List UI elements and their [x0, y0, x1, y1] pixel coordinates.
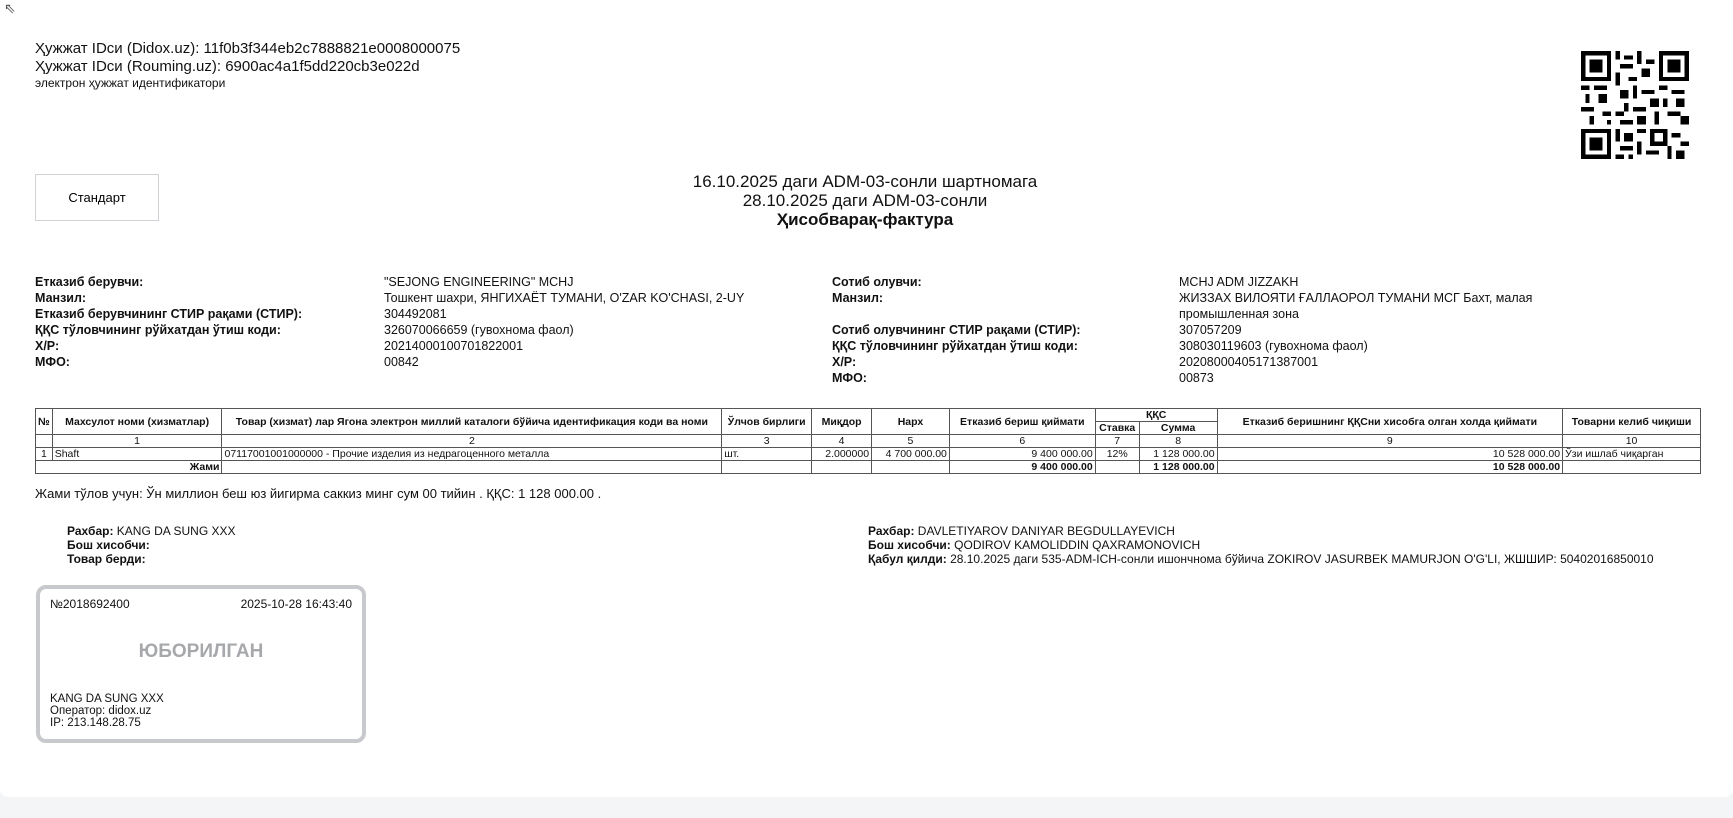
total-vat-sum: 1 128 000.00 — [1139, 461, 1217, 474]
col-price-header: Нарх — [872, 409, 950, 435]
col-number-cell: 10 — [1563, 435, 1701, 448]
col-number-cell: 7 — [1095, 435, 1139, 448]
supplier-vat: 326070066659 (гувохнома фаол) — [384, 323, 574, 337]
col-number-cell: 5 — [872, 435, 950, 448]
supplier-account: 20214000100701822001 — [384, 339, 524, 353]
buyer-accountant-label: Бош хисобчи: — [868, 538, 951, 552]
buyer-mfo-label: МФО: — [832, 371, 867, 385]
supplier-inn-label: Етказиб берувчининг СТИР рақами (СТИР): — [35, 307, 303, 321]
row-vat-rate: 12% — [1095, 448, 1139, 461]
supplier-vat-label: ҚҚС тўловчининг рўйхатдан ўтиш коди: — [35, 323, 281, 337]
stamp-datetime: 2025-10-28 16:43:40 — [240, 597, 352, 611]
mouse-cursor-icon: ⇖ — [4, 0, 16, 16]
buyer-inn-label: Сотиб олувчининг СТИР рақами (СТИР): — [832, 323, 1081, 337]
table-row — [36, 448, 1701, 461]
supplier-address-label: Манзил: — [35, 291, 87, 305]
total-empty-cell — [1095, 461, 1139, 474]
buyer-head: DAVLETIYAROV DANIYAR BEGDULLAYEVICH — [917, 524, 1175, 538]
items-table — [35, 408, 1701, 474]
row-supply-cost: 9 400 000.00 — [949, 448, 1095, 461]
supplier-account-label: Х/Р: — [35, 339, 60, 353]
col-catalog-header: Товар (хизмат) лар Ягона электрон миллий каталоги бўйича идентификация коди ва номи — [222, 409, 722, 435]
row-qty: 2.000000 — [812, 448, 872, 461]
total-empty-cell — [722, 461, 812, 474]
buyer-address: ЖИЗЗАХ ВИЛОЯТИ ҒАЛЛАОРОЛ ТУМАНИ МСГ Бахт, малая промышленная зона — [1179, 291, 1533, 321]
row-vat-sum: 1 128 000.00 — [1139, 448, 1217, 461]
row-unit: шт. — [722, 448, 812, 461]
standard-button[interactable]: Стандарт — [35, 174, 159, 221]
col-unit-header: Ўлчов бирлиги — [722, 409, 812, 435]
col-num-header: № — [36, 409, 53, 435]
col-vat-rate-header: Ставка — [1095, 422, 1139, 435]
supplier-mfo: 00842 — [384, 355, 419, 369]
total-empty-cell — [872, 461, 950, 474]
supplier-label: Етказиб берувчи: — [35, 275, 144, 289]
total-empty-cell — [812, 461, 872, 474]
buyer-head-label: Рахбар: — [868, 524, 915, 538]
buyer-mfo: 00873 — [1179, 371, 1214, 385]
document-ids — [35, 40, 460, 91]
supplier-signatures — [67, 524, 236, 566]
col-origin-header: Товарни келиб чиқиши — [1563, 409, 1701, 435]
buyer-name: MCHJ ADM JIZZAKH — [1179, 275, 1299, 289]
payment-summary: Жами тўлов учун: Ўн миллион беш юз йигирма саккиз минг сум 00 тийин . ҚҚС: 1 128 000.00 . — [35, 486, 602, 501]
col-vat-header: ҚҚС — [1095, 409, 1217, 422]
col-name-header: Махсулот номи (хизматлар) — [52, 409, 222, 435]
row-total-with-vat: 10 528 000.00 — [1217, 448, 1563, 461]
col-number-cell — [36, 435, 53, 448]
buyer-vat: 308030119603 (гувохнома фаол) — [1179, 339, 1368, 353]
title-contract-line: 16.10.2025 даги ADM-03-сонли шартномага — [692, 172, 1038, 191]
didox-id: Ҳужжат IDси (Didox.uz): 11f0b3f344eb2c7888821e0008000075 — [35, 40, 461, 57]
buyer-address-label: Манзил: — [832, 291, 884, 305]
col-supply-cost-header: Етказиб бериш қиймати — [949, 409, 1095, 435]
stamp-status: ЮБОРИЛГАН — [138, 641, 264, 662]
supplier-accountant-label: Бош хисобчи: — [67, 538, 150, 552]
document-title — [580, 172, 1150, 229]
total-row — [36, 461, 1701, 474]
released-by-label: Товар берди: — [67, 552, 146, 566]
buyer-accountant: QODIROV KAMOLIDDIN QAXRAMONOVICH — [954, 538, 1201, 552]
col-qty-header: Миқдор — [812, 409, 872, 435]
rouming-id: Ҳужжат IDси (Rouming.uz): 6900ac4a1f5dd220cb3e022d — [35, 58, 420, 75]
col-vat-sum-header: Сумма — [1139, 422, 1217, 435]
buyer-label: Сотиб олувчи: — [832, 275, 922, 289]
supplier-address: Тошкент шахри, ЯНГИХАЁТ ТУМАНИ, O'ZAR KO'CHASI, 2-UY — [384, 291, 745, 305]
stamp-operator: Оператор: didox.uz — [50, 705, 152, 717]
table-header-row — [36, 409, 1701, 422]
stamp-ip: IP: 213.148.28.75 — [50, 717, 141, 729]
col-number-cell: 3 — [722, 435, 812, 448]
title-invoice-number-line: 28.10.2025 даги ADM-03-сонли — [742, 191, 988, 210]
col-number-cell: 9 — [1217, 435, 1563, 448]
buyer-details — [832, 274, 1592, 386]
col-number-cell: 4 — [812, 435, 872, 448]
stamp-signer: KANG DA SUNG XXX — [50, 693, 164, 705]
row-price: 4 700 000.00 — [872, 448, 950, 461]
supplier-head-label: Рахбар: — [67, 524, 114, 538]
supplier-mfo-label: МФО: — [35, 355, 70, 369]
supplier-head: KANG DA SUNG XXX — [116, 524, 236, 538]
qr-code-icon — [1581, 50, 1689, 160]
row-catalog: 07117001001000000 - Прочие изделия из недрагоценного металла — [222, 448, 722, 461]
buyer-account: 20208000405171387001 — [1179, 355, 1319, 369]
row-num: 1 — [36, 448, 53, 461]
column-number-row — [36, 435, 1701, 448]
buyer-inn: 307057209 — [1179, 323, 1242, 337]
received-by-label: Қабул қилди: — [868, 552, 947, 566]
id-caption: электрон ҳужжат идентификатори — [35, 76, 226, 90]
supplier-inn: 304492081 — [384, 307, 447, 321]
received-by: 28.10.2025 даги 535-ADM-ICH-сонли ишончнома бўйича ZOKIROV JASURBEK MAMURJON O'G'LI, ЖШШИР: 50402016850010 — [950, 552, 1654, 566]
buyer-vat-label: ҚҚС тўловчининг рўйхатдан ўтиш коди: — [832, 339, 1078, 353]
row-origin: Ўзи ишлаб чиқарган — [1563, 448, 1701, 461]
seller-details — [35, 274, 795, 370]
stamp-number: №2018692400 — [50, 597, 130, 611]
row-name: Shaft — [52, 448, 222, 461]
total-label: Жами — [36, 461, 222, 474]
total-empty-cell — [1563, 461, 1701, 474]
col-number-cell: 8 — [1139, 435, 1217, 448]
buyer-account-label: Х/Р: — [832, 355, 857, 369]
col-total-with-vat-header: Етказиб беришнинг ҚҚСни хисобга олган холда қиймати — [1217, 409, 1563, 435]
sent-stamp — [36, 585, 366, 743]
col-number-cell: 6 — [949, 435, 1095, 448]
total-with-vat: 10 528 000.00 — [1217, 461, 1563, 474]
total-supply-cost: 9 400 000.00 — [949, 461, 1095, 474]
col-number-cell: 2 — [222, 435, 722, 448]
supplier-name: "SEJONG ENGINEERING" MCHJ — [384, 275, 574, 289]
buyer-signatures — [868, 524, 1654, 566]
title-invoice-type: Ҳисобварақ-фактура — [776, 210, 954, 229]
total-empty-cell — [222, 461, 722, 474]
col-number-cell: 1 — [52, 435, 222, 448]
